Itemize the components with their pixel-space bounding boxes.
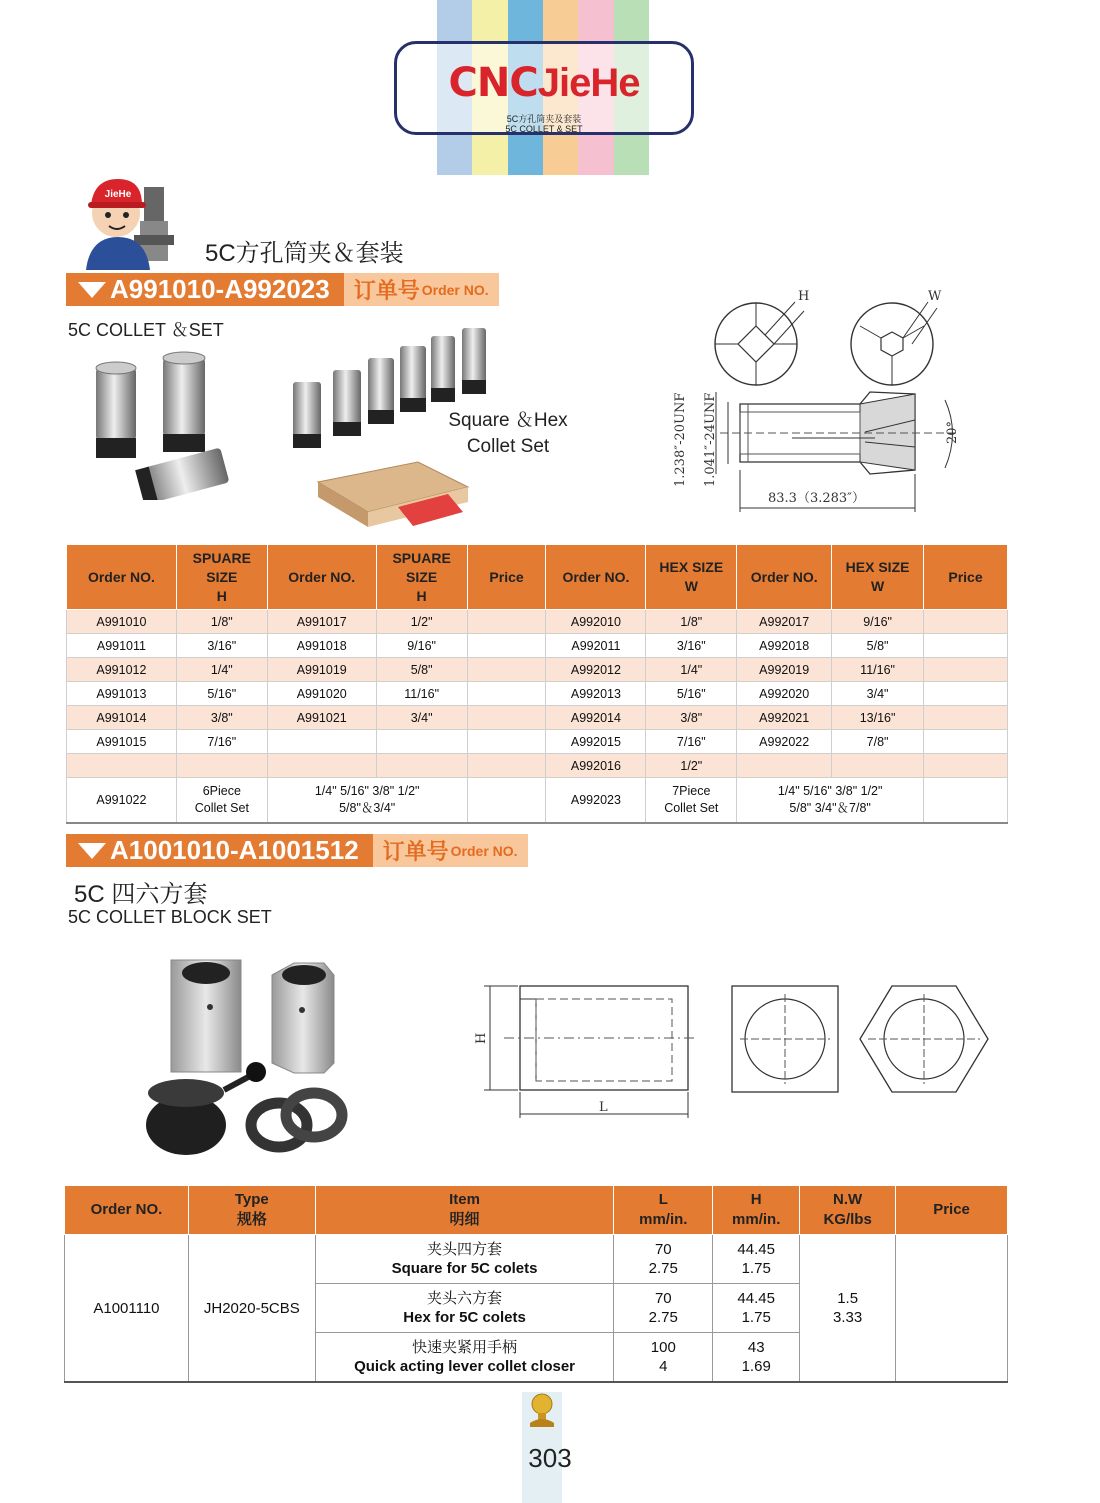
table-cell: 1/4" xyxy=(176,658,267,682)
col-price: Price xyxy=(467,545,546,610)
table-cell: A991013 xyxy=(67,682,177,706)
table-cell xyxy=(924,754,1008,778)
table-cell: A992017 xyxy=(737,610,832,634)
table-cell xyxy=(924,730,1008,754)
table-cell: 13/16" xyxy=(832,706,924,730)
table-cell: A991017 xyxy=(267,610,376,634)
col-square-size: SPUARE SIZE H xyxy=(176,545,267,610)
table-cell: A992010 xyxy=(546,610,646,634)
col-hex-size: HEX SIZE W xyxy=(832,545,924,610)
table-cell xyxy=(924,778,1008,824)
label-thread2: 1.041″-24UNF xyxy=(703,392,718,487)
item-square: 夹头四方套 Square for 5C colets xyxy=(315,1235,614,1284)
photo-caption-line2: Collet Set xyxy=(466,436,550,457)
col-order-no: Order NO. xyxy=(267,545,376,610)
table-cell: 1/4" xyxy=(646,658,737,682)
table-cell: 5/16" xyxy=(646,682,737,706)
table-cell: 5/16" xyxy=(176,682,267,706)
label-thread1: 1.238″-20UNF xyxy=(673,392,688,487)
label-w: W xyxy=(928,289,942,304)
item-lever: 快速夹紧用手柄 Quick acting lever collet closer xyxy=(315,1333,614,1383)
photo-caption xyxy=(445,408,571,460)
label-block-h: H xyxy=(474,1032,489,1044)
table-cell: 9/16" xyxy=(376,634,467,658)
table-cell xyxy=(267,754,376,778)
table-cell: 7/16" xyxy=(646,730,737,754)
table-cell: 9/16" xyxy=(832,610,924,634)
collet-block-table-header xyxy=(65,1186,1008,1235)
table-cell xyxy=(467,682,546,706)
table-row xyxy=(67,658,1008,682)
collet-block-table xyxy=(64,1185,1008,1383)
table-cell xyxy=(376,730,467,754)
table-cell: 3/4" xyxy=(832,682,924,706)
table-cell: A992011 xyxy=(546,634,646,658)
block-price xyxy=(896,1235,1008,1383)
table-cell: A991011 xyxy=(67,634,177,658)
table-cell xyxy=(467,778,546,824)
brand-logo-box xyxy=(394,41,694,135)
section2-title-en: 5C COLLET BLOCK SET xyxy=(68,907,272,927)
table-row xyxy=(67,706,1008,730)
table-cell: 3/16" xyxy=(176,634,267,658)
order-label-cn: 订单号 xyxy=(382,839,449,864)
table-row xyxy=(65,1235,1008,1284)
section1-code: A991010-A992023 xyxy=(110,274,330,304)
table-cell: 1/2" xyxy=(646,754,737,778)
section2-order-label xyxy=(373,834,528,867)
set-sizes-square: 1/4" 5/16" 3/8" 1/2" 5/8"＆3/4" xyxy=(267,778,467,824)
table-row xyxy=(67,634,1008,658)
table-cell: A992014 xyxy=(546,706,646,730)
table-cell xyxy=(467,706,546,730)
table-cell: A992019 xyxy=(737,658,832,682)
table-cell: A992021 xyxy=(737,706,832,730)
table-cell xyxy=(832,754,924,778)
table-cell: 5/8" xyxy=(376,658,467,682)
table-cell: A992020 xyxy=(737,682,832,706)
label-block-l: L xyxy=(599,1100,608,1115)
col-order-no: Order NO. xyxy=(65,1186,189,1235)
brand-jiehe: JieHe xyxy=(537,61,640,105)
section1-title-en: 5C COLLET ＆SET xyxy=(68,320,224,340)
section2-title-cn: 5C 四六方套 xyxy=(74,881,208,908)
set-row xyxy=(67,778,1008,824)
table-cell xyxy=(924,610,1008,634)
table-cell: A991021 xyxy=(267,706,376,730)
table-cell xyxy=(376,754,467,778)
col-nw: N.W KG/lbs xyxy=(800,1186,896,1235)
mascot-cap-label: JieHe xyxy=(104,189,132,200)
table-cell xyxy=(467,658,546,682)
table-cell xyxy=(924,682,1008,706)
set-order-square: A991022 xyxy=(67,778,177,824)
table-cell: A991012 xyxy=(67,658,177,682)
table-cell: 3/16" xyxy=(646,634,737,658)
table-cell xyxy=(924,706,1008,730)
section1-banner xyxy=(66,273,499,306)
table-cell: 3/8" xyxy=(646,706,737,730)
header-subtitle-en: 5C COLLET & SET xyxy=(505,124,583,134)
block-nw: 1.5 3.33 xyxy=(800,1235,896,1383)
table-cell xyxy=(467,610,546,634)
order-label-en: Order NO. xyxy=(450,842,518,859)
item-square-l: 70 2.75 xyxy=(614,1235,713,1284)
table-cell: A991010 xyxy=(67,610,177,634)
collet-photo xyxy=(88,350,248,500)
table-cell: A991015 xyxy=(67,730,177,754)
item-hex-h: 44.45 1.75 xyxy=(713,1284,800,1333)
section2-banner xyxy=(66,834,528,867)
table-cell: A992016 xyxy=(546,754,646,778)
header-subtitle-cn: 5C方孔筒夹及套装 xyxy=(506,114,582,124)
table-row xyxy=(67,610,1008,634)
item-lever-h: 43 1.69 xyxy=(713,1333,800,1383)
set-type-square: 6Piece Collet Set xyxy=(176,778,267,824)
set-type-hex: 7Piece Collet Set xyxy=(646,778,737,824)
table-cell: A991020 xyxy=(267,682,376,706)
label-h: H xyxy=(798,289,810,304)
block-order-no: A1001110 xyxy=(65,1235,189,1383)
collet-table-header xyxy=(67,545,1008,610)
table-cell: 5/8" xyxy=(832,634,924,658)
table-cell: A992018 xyxy=(737,634,832,658)
table-cell: 1/8" xyxy=(646,610,737,634)
order-label-en: Order NO. xyxy=(421,281,489,298)
col-price: Price xyxy=(896,1186,1008,1235)
photo-caption-line1: Square ＆Hex xyxy=(448,410,568,431)
table-cell: A992015 xyxy=(546,730,646,754)
block-type: JH2020-5CBS xyxy=(188,1235,315,1383)
collet-technical-drawing xyxy=(660,282,990,522)
col-h: H mm/in. xyxy=(713,1186,800,1235)
table-cell: A992012 xyxy=(546,658,646,682)
block-technical-drawing xyxy=(470,968,1000,1128)
item-square-h: 44.45 1.75 xyxy=(713,1235,800,1284)
table-cell xyxy=(67,754,177,778)
brand-cnc: CNC xyxy=(448,60,538,106)
section2-code: A1001010-A1001512 xyxy=(110,835,359,865)
set-sizes-hex: 1/4" 5/16" 3/8" 1/2" 5/8" 3/4"＆7/8" xyxy=(737,778,924,824)
table-cell xyxy=(924,634,1008,658)
table-row xyxy=(67,730,1008,754)
trophy-icon xyxy=(527,1393,557,1429)
table-cell: 3/8" xyxy=(176,706,267,730)
col-hex-size: HEX SIZE W xyxy=(646,545,737,610)
col-square-size: SPUARE SIZE H xyxy=(376,545,467,610)
table-cell xyxy=(267,730,376,754)
table-cell: A992022 xyxy=(737,730,832,754)
label-length: 83.3（3.283″） xyxy=(768,491,866,506)
table-cell: 7/8" xyxy=(832,730,924,754)
col-order-no: Order NO. xyxy=(737,545,832,610)
col-type: Type 规格 xyxy=(188,1186,315,1235)
section2-code-box xyxy=(66,834,373,867)
col-order-no: Order NO. xyxy=(546,545,646,610)
table-cell: 3/4" xyxy=(376,706,467,730)
table-cell xyxy=(737,754,832,778)
col-order-no: Order NO. xyxy=(67,545,177,610)
label-angle: 20° xyxy=(945,420,960,444)
table-cell: 1/2" xyxy=(376,610,467,634)
page-number: 303 xyxy=(528,1443,572,1473)
triangle-down-icon xyxy=(78,843,106,859)
table-cell: 1/8" xyxy=(176,610,267,634)
table-cell xyxy=(924,658,1008,682)
item-lever-l: 100 4 xyxy=(614,1333,713,1383)
triangle-down-icon xyxy=(78,282,106,298)
table-cell xyxy=(176,754,267,778)
table-cell xyxy=(467,730,546,754)
section1-title-cn: 5C方孔筒夹＆套装 xyxy=(205,240,404,267)
collet-table xyxy=(66,544,1008,824)
table-cell: A991019 xyxy=(267,658,376,682)
order-label-cn: 订单号 xyxy=(353,278,420,303)
item-hex-l: 70 2.75 xyxy=(614,1284,713,1333)
table-row xyxy=(67,754,1008,778)
table-cell: 11/16" xyxy=(832,658,924,682)
item-hex: 夹头六方套 Hex for 5C colets xyxy=(315,1284,614,1333)
table-cell: 7/16" xyxy=(176,730,267,754)
collet-block-photo xyxy=(134,955,374,1160)
table-row xyxy=(67,682,1008,706)
table-cell: A992013 xyxy=(546,682,646,706)
table-cell: A991014 xyxy=(67,706,177,730)
mascot-icon xyxy=(76,175,182,275)
col-price: Price xyxy=(924,545,1008,610)
set-order-hex: A992023 xyxy=(546,778,646,824)
table-cell xyxy=(467,634,546,658)
table-cell xyxy=(467,754,546,778)
brand-logo xyxy=(397,60,691,106)
section1-code-box xyxy=(66,273,344,306)
col-item: Item 明细 xyxy=(315,1186,614,1235)
col-l: L mm/in. xyxy=(614,1186,713,1235)
table-cell: A991018 xyxy=(267,634,376,658)
table-cell: 11/16" xyxy=(376,682,467,706)
section1-order-label xyxy=(344,273,499,306)
